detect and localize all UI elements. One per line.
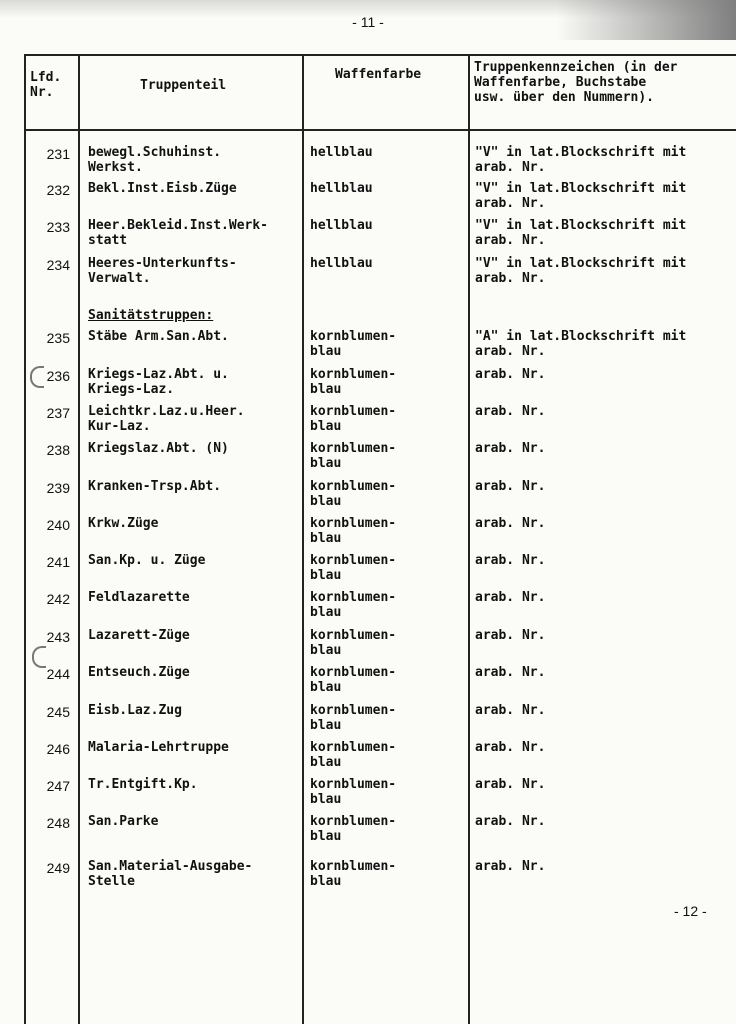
row-kennzeichen: "V" in lat.Blockschrift mit arab. Nr. <box>475 145 687 175</box>
row-number: 248 <box>46 815 70 831</box>
row-kennzeichen: arab. Nr. <box>475 859 546 874</box>
row-waffenfarbe: kornblumen- blau <box>310 404 397 434</box>
row-number: 238 <box>46 442 70 458</box>
header-mark: Truppenkennzeichen (in der Waffenfarbe, Buchstabe usw. über den Nummern). <box>474 60 678 105</box>
row-waffenfarbe: hellblau <box>310 256 373 271</box>
row-kennzeichen: "A" in lat.Blockschrift mit arab. Nr. <box>475 329 687 359</box>
row-number: 247 <box>46 778 70 794</box>
row-kennzeichen: "V" in lat.Blockschrift mit arab. Nr. <box>475 256 687 286</box>
row-kennzeichen: arab. Nr. <box>475 367 546 382</box>
row-waffenfarbe: kornblumen- blau <box>310 859 397 889</box>
row-waffenfarbe: kornblumen- blau <box>310 479 397 509</box>
row-number: 232 <box>46 182 70 198</box>
table-top-border <box>24 54 736 56</box>
header-unit: Truppenteil <box>140 78 227 93</box>
row-number: 242 <box>46 591 70 607</box>
row-number: 237 <box>46 405 70 421</box>
row-unit: Kriegs-Laz.Abt. u. Kriegs-Laz. <box>88 367 229 397</box>
row-number: 241 <box>46 554 70 570</box>
row-number: 249 <box>46 860 70 876</box>
row-waffenfarbe: kornblumen- blau <box>310 665 397 695</box>
row-unit: Tr.Entgift.Kp. <box>88 777 198 792</box>
row-kennzeichen: arab. Nr. <box>475 479 546 494</box>
row-number: 234 <box>46 257 70 273</box>
row-waffenfarbe: kornblumen- blau <box>310 628 397 658</box>
row-number: 243 <box>46 629 70 645</box>
row-kennzeichen: arab. Nr. <box>475 703 546 718</box>
row-kennzeichen: arab. Nr. <box>475 740 546 755</box>
row-unit: Heeres-Unterkunfts- Verwalt. <box>88 256 237 286</box>
row-waffenfarbe: kornblumen- blau <box>310 703 397 733</box>
row-unit: Kranken-Trsp.Abt. <box>88 479 222 494</box>
punch-hole-mark <box>32 646 46 668</box>
col-divider-nr <box>78 54 80 1024</box>
row-unit: Lazarett-Züge <box>88 628 190 643</box>
header-nr: Lfd. Nr. <box>30 70 62 100</box>
row-kennzeichen: arab. Nr. <box>475 628 546 643</box>
row-unit: Kriegslaz.Abt. (N) <box>88 441 229 456</box>
row-waffenfarbe: kornblumen- blau <box>310 329 397 359</box>
row-unit: Leichtkr.Laz.u.Heer. Kur-Laz. <box>88 404 245 434</box>
col-divider-unit <box>302 54 304 1024</box>
row-waffenfarbe: hellblau <box>310 145 373 160</box>
row-unit: San.Material-Ausgabe- Stelle <box>88 859 253 889</box>
row-unit: San.Parke <box>88 814 159 829</box>
section-title: Sanitätstruppen: <box>88 308 214 323</box>
row-kennzeichen: arab. Nr. <box>475 441 546 456</box>
row-number: 235 <box>46 330 70 346</box>
row-waffenfarbe: kornblumen- blau <box>310 441 397 471</box>
row-number: 231 <box>46 146 70 162</box>
row-waffenfarbe: kornblumen- blau <box>310 814 397 844</box>
row-kennzeichen: arab. Nr. <box>475 404 546 419</box>
row-waffenfarbe: hellblau <box>310 181 373 196</box>
row-kennzeichen: arab. Nr. <box>475 777 546 792</box>
row-number: 244 <box>46 666 70 682</box>
row-waffenfarbe: kornblumen- blau <box>310 516 397 546</box>
row-unit: Stäbe Arm.San.Abt. <box>88 329 229 344</box>
row-unit: Bekl.Inst.Eisb.Züge <box>88 181 237 196</box>
row-kennzeichen: arab. Nr. <box>475 553 546 568</box>
row-waffenfarbe: kornblumen- blau <box>310 777 397 807</box>
row-kennzeichen: "V" in lat.Blockschrift mit arab. Nr. <box>475 218 687 248</box>
table-left-border <box>24 54 26 1024</box>
row-waffenfarbe: kornblumen- blau <box>310 590 397 620</box>
row-waffenfarbe: kornblumen- blau <box>310 553 397 583</box>
row-unit: Heer.Bekleid.Inst.Werk- statt <box>88 218 269 248</box>
row-unit: Eisb.Laz.Zug <box>88 703 182 718</box>
row-waffenfarbe: kornblumen- blau <box>310 740 397 770</box>
next-page-number: - 12 - <box>674 903 707 919</box>
row-unit: Feldlazarette <box>88 590 190 605</box>
row-waffenfarbe: kornblumen- blau <box>310 367 397 397</box>
row-unit: San.Kp. u. Züge <box>88 553 206 568</box>
row-kennzeichen: arab. Nr. <box>475 590 546 605</box>
col-divider-color <box>468 54 470 1024</box>
row-unit: bewegl.Schuhinst. Werkst. <box>88 145 222 175</box>
row-kennzeichen: arab. Nr. <box>475 814 546 829</box>
row-unit: Malaria-Lehrtruppe <box>88 740 229 755</box>
row-number: 236 <box>46 368 70 384</box>
header-color: Waffenfarbe <box>335 67 422 82</box>
page-number: - 11 - <box>352 14 384 30</box>
row-kennzeichen: "V" in lat.Blockschrift mit arab. Nr. <box>475 181 687 211</box>
row-waffenfarbe: hellblau <box>310 218 373 233</box>
header-bottom-border <box>24 129 736 131</box>
row-number: 246 <box>46 741 70 757</box>
row-unit: Entseuch.Züge <box>88 665 190 680</box>
row-number: 239 <box>46 480 70 496</box>
row-number: 233 <box>46 219 70 235</box>
row-kennzeichen: arab. Nr. <box>475 516 546 531</box>
row-number: 240 <box>46 517 70 533</box>
row-unit: Krkw.Züge <box>88 516 159 531</box>
row-number: 245 <box>46 704 70 720</box>
row-kennzeichen: arab. Nr. <box>475 665 546 680</box>
